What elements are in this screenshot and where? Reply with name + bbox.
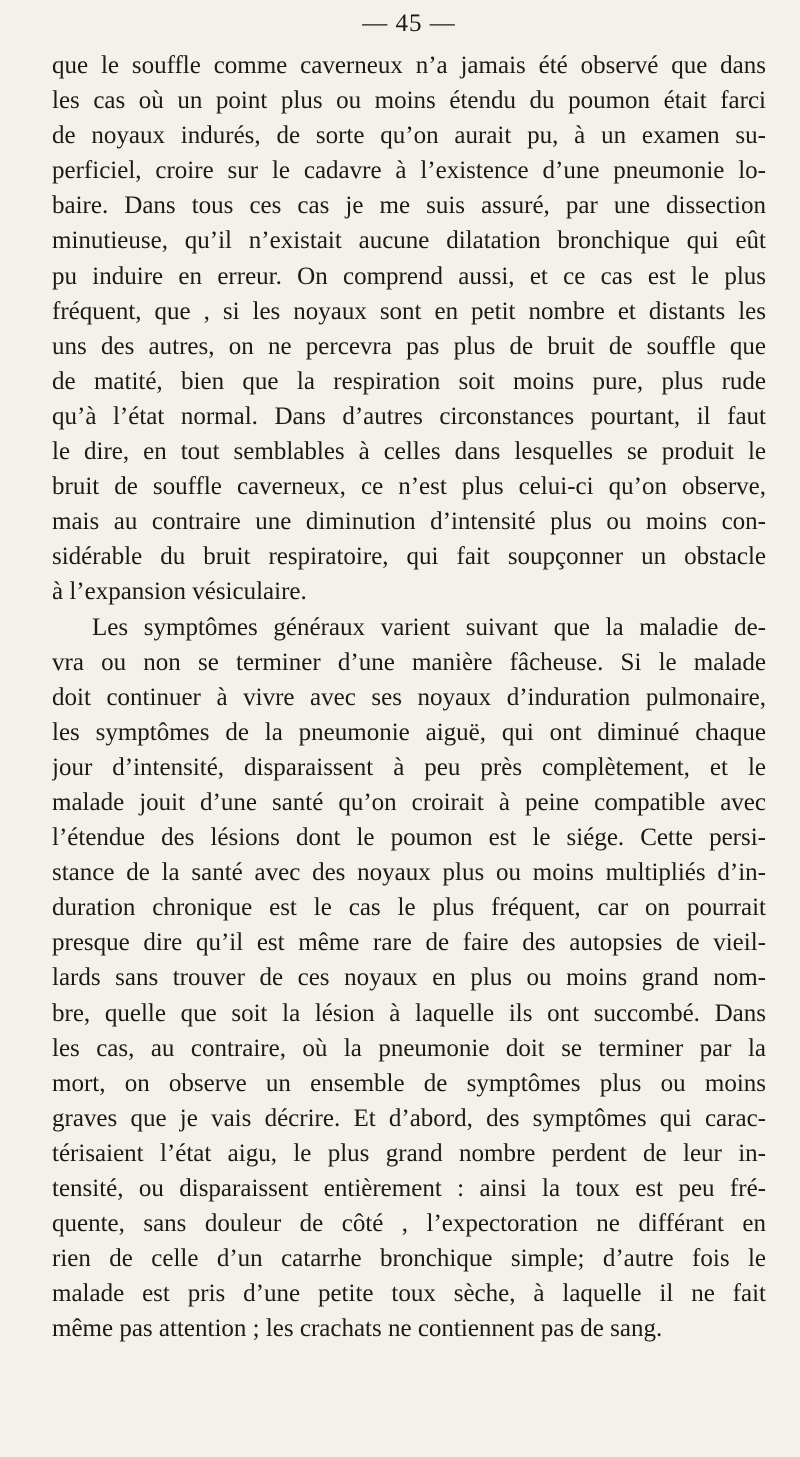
- text-line: térisaient l’état aigu, le plus grand nombre perdent de leur in-: [52, 1139, 766, 1167]
- text-line: pu induire en erreur. On comprend aussi, et ce cas est le plus: [52, 262, 766, 290]
- text-line: Les symptômes généraux varient suivant que la maladie de-: [92, 613, 766, 641]
- text-line: qu’à l’état normal. Dans d’autres circonstances pourtant, il faut: [52, 402, 766, 430]
- text-line: les cas où un point plus ou moins étendu du poumon était farci: [52, 87, 766, 115]
- text-line: bre, quelle que soit la lésion à laquelle ils ont succombé. Dans: [52, 999, 766, 1027]
- text-line: à l’expansion vésiculaire.: [52, 578, 307, 606]
- text-line: mais au contraire une diminution d’intensité plus ou moins con-: [52, 508, 766, 536]
- text-line: duration chronique est le cas le plus fréquent, car on pourrait: [52, 894, 766, 922]
- text-line: uns des autres, on ne percevra pas plus de bruit de souffle que: [52, 332, 766, 360]
- text-line: minutieuse, qu’il n’existait aucune dilatation bronchique qui eût: [52, 227, 766, 255]
- page-number: — 45 —: [362, 10, 456, 37]
- text-line: bruit de souffle caverneux, ce n’est plus celui-ci qu’on observe,: [52, 473, 766, 501]
- text-line: vra ou non se terminer d’une manière fâcheuse. Si le malade: [52, 648, 766, 676]
- text-line: que le souffle comme caverneux n’a jamais été observé que dans: [52, 52, 766, 79]
- text-line: graves que je vais décrire. Et d’abord, des symptômes qui carac-: [52, 1104, 766, 1132]
- text-line: fréquent, que , si les noyaux sont en petit nombre et distants les: [52, 297, 766, 325]
- paragraph-2: [52, 610, 766, 1347]
- text-line: les symptômes de la pneumonie aiguë, qui ont diminué chaque: [52, 718, 766, 746]
- text-line: presque dire qu’il est même rare de faire des autopsies de vieil-: [52, 929, 766, 957]
- text-line: rien de celle d’un catarrhe bronchique simple; d’autre fois le: [52, 1245, 766, 1273]
- text-line: mort, on observe un ensemble de symptômes plus ou moins: [52, 1069, 766, 1097]
- text-line: baire. Dans tous ces cas je me suis assuré, par une dissection: [52, 192, 766, 220]
- text-line: de noyaux indurés, de sorte qu’on aurait pu, à un examen su-: [52, 122, 766, 150]
- text-line: même pas attention ; les crachats ne contiennent pas de sang.: [52, 1315, 663, 1343]
- text-line: malade est pris d’une petite toux sèche, à laquelle il ne fait: [52, 1280, 766, 1308]
- text-line: tensité, ou disparaissent entièrement : ainsi la toux est peu fré-: [52, 1175, 766, 1202]
- text-line: malade jouit d’une santé qu’on croirait à peine compatible avec: [52, 788, 766, 816]
- paragraph-1: [52, 48, 766, 610]
- text-line: les cas, au contraire, où la pneumonie doit se terminer par la: [52, 1034, 766, 1062]
- text-line: doit continuer à vivre avec ses noyaux d’induration pulmonaire,: [52, 683, 766, 711]
- text-line: perficiel, croire sur le cadavre à l’existence d’une pneumonie lo-: [52, 157, 766, 185]
- text-line: lards sans trouver de ces noyaux en plus ou moins grand nom-: [52, 964, 766, 992]
- text-line: quente, sans douleur de côté , l’expectoration ne différant en: [52, 1210, 766, 1238]
- text-line: le dire, en tout semblables à celles dans lesquelles se produit le: [52, 438, 766, 466]
- text-line: stance de la santé avec des noyaux plus ou moins multipliés d’in-: [52, 859, 766, 887]
- text-line: jour d’intensité, disparaissent à peu près complètement, et le: [52, 753, 766, 781]
- text-line: l’étendue des lésions dont le poumon est le siége. Cette persi-: [52, 824, 766, 852]
- text-line: de matité, bien que la respiration soit moins pure, plus rude: [52, 367, 766, 395]
- text-line: sidérable du bruit respiratoire, qui fait soupçonner un obstacle: [52, 543, 766, 571]
